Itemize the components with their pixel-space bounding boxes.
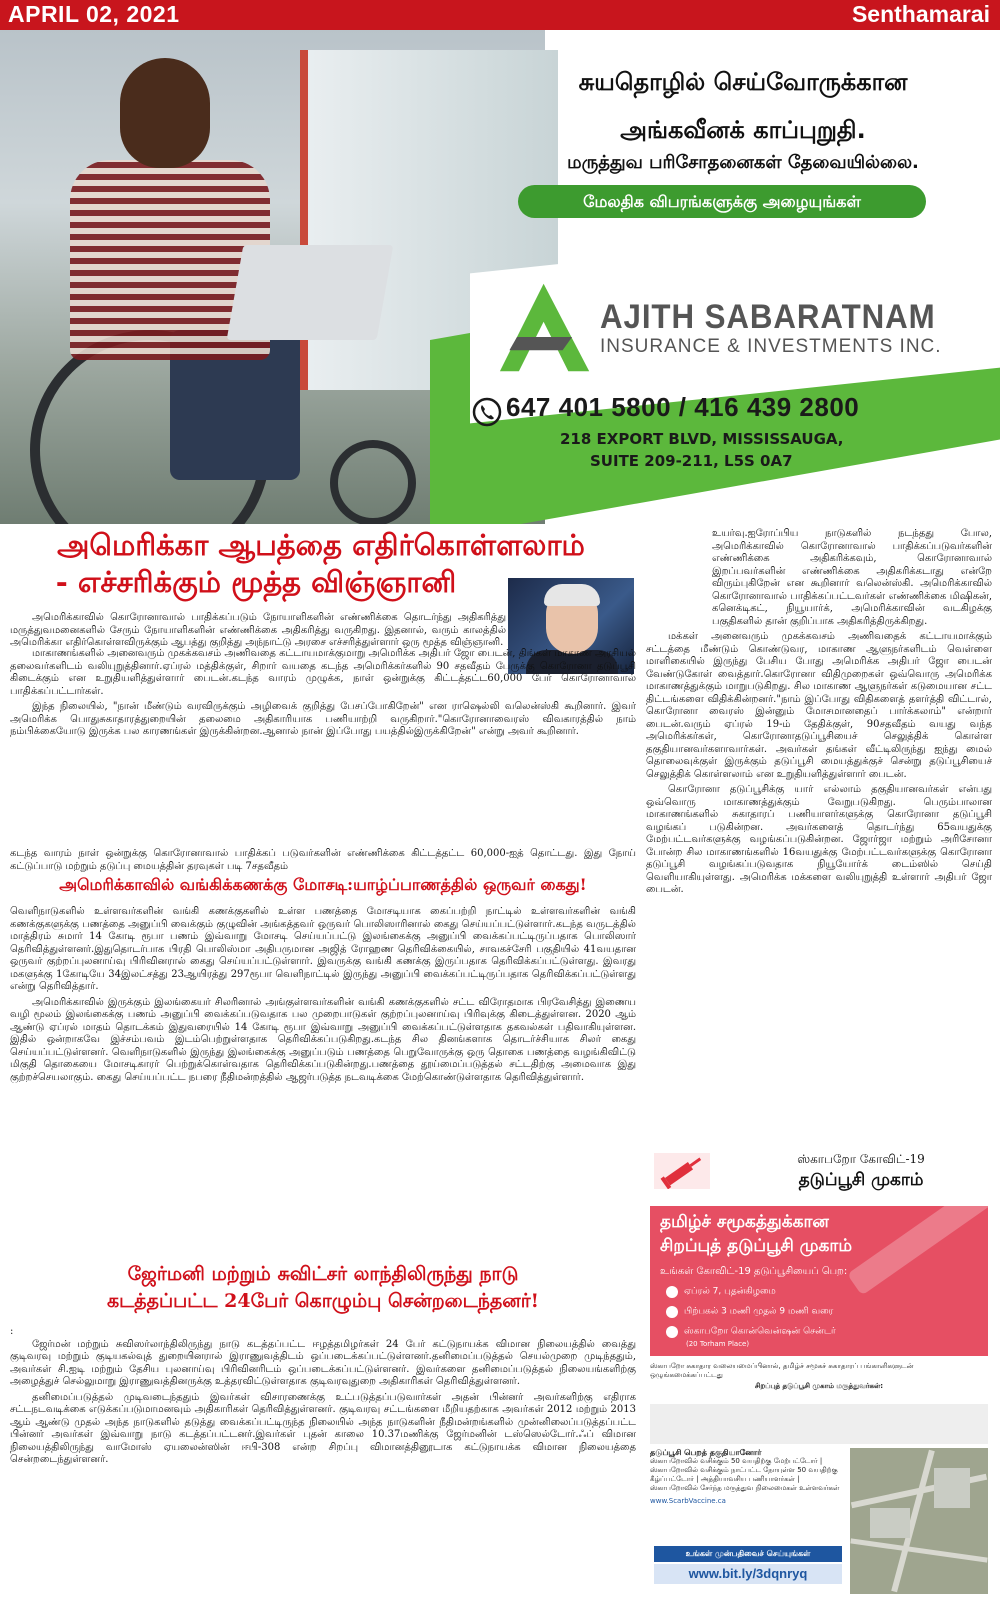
article2-paragraph-2: அமெரிக்காவில் இருக்கும் இலங்கையர் சிலரினால் அங்குள்ளவர்களின் வங்கி கணக்குகளில் சட்ட விரோதமாக பிரவேசித்து இணைய வழி மூலம் இலங்கைக்கு பணம் அனுப்பி வைக்கப்படுவதாக பல முறைபாடுகள் குற்றப்புலனாய்வு பிரிவுக்கு கிடைத்துள்ளன. 2020 ஆம் ஆண்டு ஏப்ரல் மாதம் தொடக்கம் இதுவரையில் 14 கோடி ரூபா இவ்வாறு அனுப்பி வைக்கப்பட்டுள்ளதாக தகவல்கள் பதிவாகியுள்ளன. இதில் ஒன்றாகவே இச்சம்பவம் இடம்பெற்றுள்ளதாக தெரிவிக்கப்படுகிறது.கடந்த சில தினங்களாக தொடர்ச்சியாக சிலர் கைது செய்யப்பட்டுள்ளனர். வெளிநாடுகளில் இருந்து இலங்கைக்கு அனுப்படும் பணத்தை பெறுவோருக்கு ஒரு தொகை பணத்தை வழங்கிவிட்டு மிகுதி தொகையை மோசடிகாரர் பெற்றுக்கொள்வதாக தெரிவிக்கப்படுகின்றது.பணத்தை தூய்மைப்படுத்தல் சட்டதிற்கு அமைவாக இது குற்றச்செயலாகும். கைது செய்யப்பட்ட நபரை நீதிமன்றத்தில் ஆஜர்படுத்த நடவடிக்கை மேற்கொண்டுள்ளதாக தெரிவித்துள்ளார். [10, 996, 636, 1083]
clinic-panel-title-1: தமிழ்ச் சமூகத்துக்கான [660, 1212, 829, 1232]
article1-paragraph-1: அமெரிக்காவில் கொரோனாவால் பாதிக்கப்படும் நோயாளிகளின் எண்ணிக்கை தொடர்ந்து அதிகரித்து மருத்துவமனைகளில் சேரும் நோயாளிகளின் எண்ணிக்கை அதிகரித்து வருகிறது. இதனால், வரும் காலத்தில் அமெரிக்கா எதிர்கொள்ளவிருக்கும் ஆபத்து குறித்து அந்நாட்டு அரசை எச்சரித்துள்ளார் ஒரு மூத்த விஞ்ஞானி. [10, 612, 506, 648]
article1-continued-column [646, 528, 992, 900]
needle-graphic [847, 1182, 993, 1295]
article3-colon: : [10, 1326, 14, 1337]
clinic-panel-subtitle: உங்கள் கோவிட்-19 தடுப்பூசியைப் பெற: [660, 1266, 848, 1277]
ad-address-line-1: 218 EXPORT BLVD, MISSISSAUGA, [560, 430, 844, 448]
clock-icon [666, 1306, 678, 1318]
location-icon [666, 1326, 678, 1338]
article3-title-line2: கடத்தப்பட்ட 24பேர் கொழும்பு சென்றடைந்தனர்! [106, 1290, 539, 1312]
ad-headline-2: அங்கவீனக் காப்புறுதி. [620, 116, 866, 144]
clinic-title-1: ஸ்காபறோ கோவிட்-19 [797, 1152, 925, 1166]
ad-call-button[interactable]: மேலதிக விபரங்களுக்கு அழையுங்கள் [518, 185, 926, 218]
article1-paragraph-2: மாகாணங்களில் அனைவரும் முகக்கவசம் அணிவதை கட்டாயமாக்குமாறு அமெரிக்க அதிபர் ஜோ பைடன், திங்கள் மாகாண அரசியல் தலைவர்களிடம் வலியுறுத்தினார்.ஏப்ரல் மத்திக்குள், சிறார் வயதை கடந்த அமெரிக்கர்களில் 90 சதவீதம் பேருக்கு கொரோனா தடுப்பூசி கிடைக்கும் என உறுதியளித்துள்ளார் பைடன்.கடந்த வாரம் முழுக்க, நாள் ஒன்றுக்கு கிட்டத்தட்ட60,000 பேர் கொரோனாவால் பாதிக்கப்பட்டார்கள். [10, 648, 636, 697]
clinic-register-button[interactable]: உங்கள் முன்பதிவைச் செய்யுங்கள் [654, 1546, 842, 1562]
article1-body-tail [10, 848, 636, 876]
vaccine-clinic-advertisement [646, 1150, 992, 1596]
clinic-venue-row [666, 1326, 836, 1338]
photo-hair [544, 584, 600, 606]
article1-cont-paragraph-1: உயர்வு.ஐரோப்பிய நாடுகளில் நடந்தது போல, அமெரிக்காவில் கொரோனாவால் பாதிக்கப்படுவர்களின் எண்ணிக்கை அதிகரிக்கவும், கொரோனாவால் இறப்பவர்களின் எண்ணிக்கை அதிகரிக்கடாது என்றே விரும்புகிறேன் என கூறினார் வலென்ஸ்கி. அமெரிக்காவில் கொரோனாவால் பாதிக்கப்பட்டவர்கள் எண்ணிக்கை மிஷிகன், கனெக்டிகட், நியூயார்க், அமெரிக்காவின் வடகிழக்கு பகுதிகளில் தான் குறிப்பாக அதிகரித்திருக்கிறது. [712, 528, 992, 627]
clinic-venue-address: (20 Torham Place) [686, 1340, 750, 1348]
issue-date: APRIL 02, 2021 [8, 1, 180, 27]
article3-paragraph-2: தனிமைப்படுத்தல் முடிவடைந்ததும் இவர்கள் விசாரணைக்கு உட்படுத்தப்படுவார்கள் அதன் பின்னர் அவர்களிற்கு எதிராக சட்டநடவடிக்கை எடுக்கப்படுமாமனவும் அதிகாரிகள் தெரிவித்துள்ளனர். குடிவரவு சட்டங்களை மீறியதற்காக அவர்கள் 2012 மற்றும் 2013 ஆம் ஆண்டு முதல் அந்த நாடுகளில் தடுத்து வைக்கப்பட்டிருந்த நிலையில் அந்த நாடுகளின் நீதிமன்றங்களில் முன்னிலைப்படுத்தப்பட்ட பின்னர் அவர்கள் இவ்வாறு நாடு கடத்தப்பட்டனர்.இவர்கள் புதன் காலை 10.37மணிக்கு ஜேர்மனின் டஸ்ஸெல்டோர்.ஃப் விமான நிலையத்திலிருந்து வாமோஸ் ஏயலைன்ஸின் ஈபி-308 என்ற சிறப்பு விமானத்தினூடாக கட்டுநாயக்க விமான நிலையத்தை சென்றடைந்துள்ளனர். [10, 1391, 636, 1465]
article1-body [10, 648, 636, 742]
clinic-eligibility-body: ஸ்காபறோவில் வசிக்கும் 50 வயதிற்கு மேற்பட்டோர் | ஸ்காபறோவில் வசிக்கும் நாட்பட்ட நோயுள்ள 50 வயதிற்கு கீழ்ப்பட்டோர் | அத்தியாவசிய பணியாளர்கள் | ஸ்காபறோவில் சேர்ந்த மருத்துவ நிலைமைகள் உள்ளவர்கள் [650, 1457, 840, 1492]
article1-paragraph-3: இந்த நிலையில், "நான் மீண்டும் வரவிருக்கும் அழிவைக் குறித்து பேசப்போகிறேன்" என ராஷெல்லி வலென்ஸ்கி கூறினார். இவர் அமெரிக்க பொதுசுகாதாரத்துறையின் தலைமை அதிகாரியாக பணியாற்றி வருகிறார்."கொரோனாவைரஸ் விவகாரத்தில் நாம் நம்பிக்கையோடு இருக்க பல காரணங்கள் இருக்கின்றன.ஆனால் நான் இப்போது பயத்தில்இருக்கிறேன்" என்று அவர் கூறினார். [10, 701, 636, 737]
insurance-advertisement [0, 30, 1000, 524]
article1-title-line1: அமெரிக்கா ஆபத்தை எதிர்கொள்ளலாம் [57, 528, 585, 562]
ad-headline-3: மருத்துவ பரிசோதனைகள் தேவையில்லை. [567, 152, 919, 173]
masthead-bar [0, 0, 1000, 30]
photo-laptop [227, 245, 394, 340]
clinic-venue: ஸ்காபறோ கொன்வென்ஷன் சென்டர் [684, 1326, 836, 1337]
clinic-panel-title-2: சிறப்புத் தடுப்பூசி முகாம் [660, 1236, 852, 1256]
syringe-icon [654, 1153, 710, 1189]
clinic-title-2: தடுப்பூசி முகாம் [798, 1170, 924, 1190]
clinic-organiser-note: ஸ்காபறோ சுகாதார வலையமைப்பினால், தமிழ்ச் சமூகச் சுகாதாரப் பங்காளிகளுடன் ஒழுங்கமைக்கப்பட்டது [650, 1362, 914, 1379]
brand-name: AJITH SABARATNAM [600, 298, 936, 336]
clinic-eligibility [650, 1448, 846, 1506]
calendar-icon [666, 1286, 678, 1298]
brand-subtitle: INSURANCE & INVESTMENTS INC. [600, 336, 942, 357]
photo-small-wheel [330, 440, 416, 524]
ad-headline-1: சுயதொழில் செய்வோருக்கான [578, 68, 908, 96]
article3-paragraph-1: ஜேர்மன் மற்றும் சுவிஸர்லாந்திலிருந்து நாடு கடத்தப்பட்ட ஈழத்தமிழர்கள் 24 பேர் கட்டுநாயக்க விமான நிலையத்தில் வைத்து குடிவரவு மற்றும் குடியகல்வுத் துறையினரால் இராணுவத்திடம் ஒப்படைக்கப்பட்டுள்ளனர்.தனிமைப்படுத்தல் செயல்முறை முடிந்ததும், அவர்கள் சி.ஐடி மற்றும் தேசிய புலனாய்வு பிரிவினரிடம் ஒப்படைக்கப்பட்டுள்ளனர். இவர்களை தனிமைப்படுத்தல் நிலையங்களிற்கு அழைத்துச் செல்லுமாறு இராணுவத்தினருக்கு உத்தரவிட்டுள்ளதாக குடிவரவுதுறை அதிகாரிகள் தெரிவித்துள்ளனர். [10, 1338, 636, 1387]
article1-body-narrow [10, 612, 506, 653]
article3-body [10, 1326, 636, 1470]
clinic-location-map [850, 1448, 988, 1594]
photo-person-head [120, 58, 210, 168]
clinic-time-row [666, 1306, 833, 1318]
article1-cont-paragraph-3: கொரோனா தடுப்பூசிக்கு யார் எல்லாம் தகுதியானவர்கள் என்பது ஒவ்வொரு மாகாணத்துக்கும் வேறுபடுகிறது. பெரும்பாலான மாகாணங்களில் சுகாதாரப் பணியாளர்களுக்கு கொரோனா தடுப்பூசி வழங்கப் படுகின்றன. அவர்களைத் தொடர்ந்து 65வயதுக்கு மேற்பட்டவர்களுக்கு வழங்கப்படுகின்றன. ஜோர்ஜா மற்றும் அரிசோனா போன்ற சில மாகாணங்களில் 16வயதுக்கு மேற்பட்டவர்களுக்கு கொரோனா தடுப்பூசி வழங்கப்படுவதாக நியூயோர்க் டைம்ஸில் செய்தி வெளியாகியுள்ளது. அமெரிக்க மக்களை வலியுறுத்தி உள்ளார் அதிபர் ஜோ பைடன். [646, 784, 992, 895]
ad-address-line-2: SUITE 209-211, L5S 0A7 [590, 452, 793, 470]
clinic-website[interactable]: www.ScarbVaccine.ca [650, 1497, 726, 1505]
clinic-time: பிற்பகல் 3 மணி முதல் 9 மணி வரை [684, 1306, 834, 1317]
article2-body [10, 906, 636, 1087]
clinic-info-panel [650, 1206, 988, 1356]
insurance-logo-icon [498, 280, 593, 375]
ad-phone-numbers[interactable]: 647 401 5800 / 416 439 2800 [506, 392, 860, 422]
clinic-doctors-title: சிறப்புத் தடுப்பூசி முகாம் மருத்துவர்கள்: [754, 1382, 884, 1390]
paper-name: Senthamarai [851, 1, 990, 27]
article2-title: அமெரிக்காவில் வங்கிக்கணக்கு மோசடி:யாழ்ப்பாணத்தில் ஒருவர் கைது! [59, 875, 587, 894]
article3-title-line1: ஜேர்மனி மற்றும் சுவிட்சர் லாந்திலிருந்து நாடு [127, 1263, 519, 1285]
phone-icon [472, 397, 502, 427]
article1-paragraph-4: கடந்த வாரம் நாள் ஒன்றுக்கு கொரோனாவால் பாதிக்கப் படுவர்களின் எண்ணிக்கை கிட்டத்தட்ட 60,000-ஐத் தொட்டது. இது நோய் கட்டுப்பாடு மற்றும் தடுப்பு மையத்தின் தரவுகள் படி 7சதவீதம் [10, 848, 636, 872]
clinic-eligibility-title: தடுப்பூசி பெறத் தகுதியானோர் [650, 1448, 762, 1457]
article1-title-line2: - எச்சரிக்கும் மூத்த விஞ்ஞானி [55, 565, 457, 599]
clinic-doctors-list [650, 1404, 988, 1444]
article1-cont-paragraph-2: மக்கள் அனைவரும் முகக்கவசம் அணிவதைக் கட்டாயமாக்கும் சட்டத்தை மீண்டும் கொண்டுவர, மாகாண ஆளுநர்களிடம் வெள்ளை மாளிகையில் இருந்து பேசிய போது அமெரிக்க அதிபர் ஜோ பைடன் வேண்டுகோள் வைத்தார்.கொரோனா விதிமுறைகள் ஒவ்வொரு அமெரிக்க மாகாணத்துக்கும் மாறுபடுகிறது. சில மாகாண ஆளுநர்கள் கடுமையான சட்ட திட்டங்களை விதிக்கின்றனர்."நாம் இப்போது விதிகளைத் தளர்த்தி விட்டால், கொரோனா வைரஸ் இன்னும் மோசமானதைப் பார்க்கலாம்" என்றார் பைடன்.வரும் ஏப்ரல் 19-ம் தேதிக்குள், 90சதவீதம் வயது வந்த அமெரிக்கர்கள், கொரோனாதடுப்பூசியைச் செலுத்திக் கொள்ள தகுதியானவர்களாவார்கள். அவர்கள் தங்கள் வீட்டிலிருந்து ஐந்து மைல் தொலைவுக்குள் இருக்கும் தடுப்பூசி மையத்துக்குச் சென்று தடுப்பூசியைச் செலுத்திக் கொள்ளலாம் என உறுதியளித்துள்ளார் பைடன். [646, 631, 992, 780]
clinic-date: ஏப்ரல் 7, புதன்கிழமை [684, 1286, 776, 1297]
clinic-date-row [666, 1286, 776, 1298]
clinic-register-link[interactable]: www.bit.ly/3dqnryq [654, 1564, 842, 1584]
article2-paragraph-1: வெளிநாடுகளில் உள்ளவர்களின் வங்கி கணக்குகளில் உள்ள பணத்தை மோசடியாக கைப்பற்றி நாட்டில் உள்ளவர்களின் வங்கி கணக்குகளுக்கு பணத்தை அனுப்பி வைக்கும் குழுவின் அங்கத்தவர் ஒருவர் பொலிஸாரினால் கைது செய்யப்பட்டுள்ளார்.கடந்த வருடத்தில் மாத்திரம் சுமார் 14 கோடி ரூபா பணம் இவ்வாறு மோசடி செய்யப்பட்டு இலங்கைக்கு அனுப்பி வைக்கப்பட்டிருப்பதாக பொலிஸார் தெரிவித்துள்ளனர்.இதுதொடர்பாக பிரதி பொலிஸ்மா அதிபருமான அஜித் ரோஹண தெரிவிக்கையில், சாவகச்சேரி பகுதியில் 41வயதான ஒருவர் குற்றப்புலனாய்வு பிரிவினரால் கைது செய்யப்பட்டுள்ளார். இவருக்கு வங்கி கணக்கு இருப்பதாக தெரிவிக்கப்பட்டுள்ளது. இவரது மகளுக்கு 1கோடியே 34இலட்சத்து 23ஆயிரத்து 297ரூபா வெளிநாட்டில் இருந்து அனுப்பி வைக்கப்பட்டிருப்பதாக தெரிவிக்கப்பட்டுள்ளது என்று தெரிவித்தார். [10, 906, 636, 992]
